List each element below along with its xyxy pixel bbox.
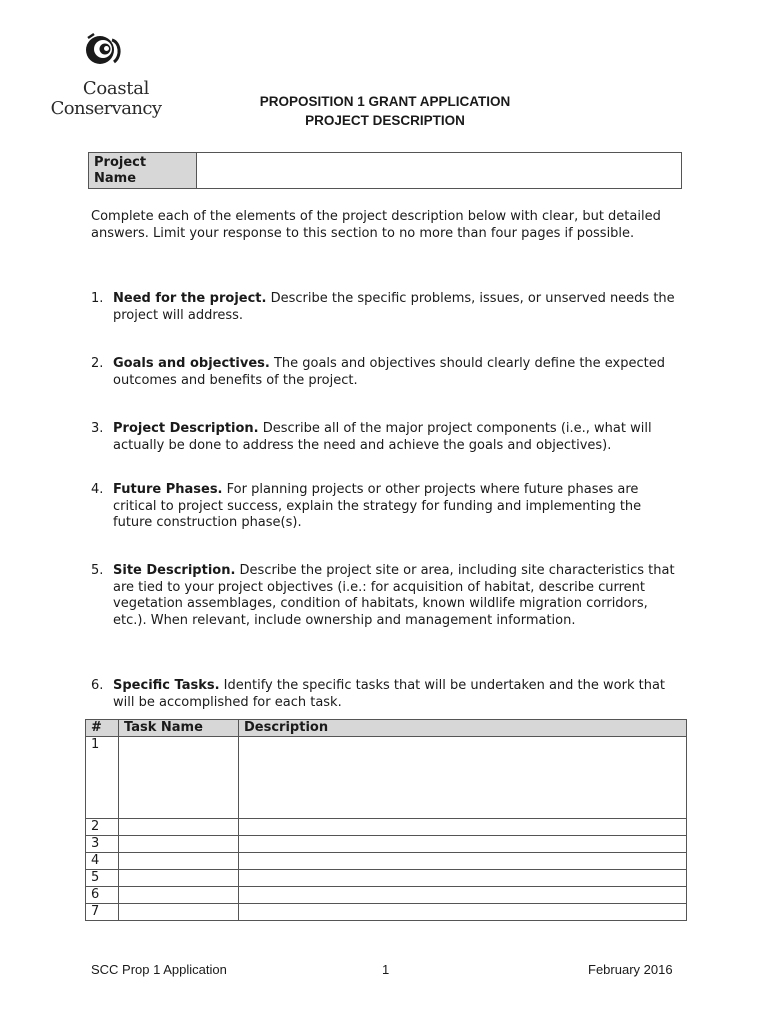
list-item-text: Describe the project site or area, including site characteristics that are tied to your project objectives (i.e.: for acquisition of habitat, describe current vegetation assemblages, condition of habitats, known wildlife migration corridors, etc.). When relevant, include ownership and management information. bbox=[113, 563, 675, 628]
task-number-cell: 6 bbox=[86, 887, 119, 904]
list-item-number: 1. bbox=[91, 291, 104, 306]
list-item-text: The goals and objectives should clearly define the expected outcomes and benefits of the project. bbox=[113, 356, 665, 388]
table-row bbox=[86, 836, 687, 853]
task-number-cell: 4 bbox=[86, 853, 119, 870]
task-name-cell[interactable] bbox=[119, 836, 239, 853]
task-description-cell[interactable] bbox=[239, 887, 687, 904]
task-name-cell[interactable] bbox=[119, 853, 239, 870]
list-item-text: Describe the specific problems, issues, or unserved needs the project will address. bbox=[113, 291, 675, 323]
list-item-text: Identify the specific tasks that will be undertaken and the work that will be accomplished for each task. bbox=[113, 678, 666, 710]
task-description-cell[interactable] bbox=[239, 870, 687, 887]
list-item-text: Describe all of the major project components (i.e., what will actually be done to address the need and achieve the goals and objectives). bbox=[113, 421, 652, 453]
list-item-heading: Goals and objectives. bbox=[113, 356, 270, 371]
list-item-number: 2. bbox=[91, 356, 104, 371]
list-item-heading: Project Description. bbox=[113, 421, 259, 436]
table-row bbox=[86, 853, 687, 870]
document-subtitle: PROJECT DESCRIPTION bbox=[305, 113, 465, 128]
task-number-cell: 1 bbox=[86, 737, 119, 819]
coastal-conservancy-logo bbox=[50, 32, 162, 122]
list-item-heading: Future Phases. bbox=[113, 482, 223, 497]
tasks-table bbox=[85, 719, 687, 921]
list-item-heading: Site Description. bbox=[113, 563, 236, 578]
list-item-number: 6. bbox=[91, 678, 104, 693]
footer-date: February 2016 bbox=[588, 962, 673, 977]
task-description-cell[interactable] bbox=[239, 819, 687, 836]
task-number-cell: 5 bbox=[86, 870, 119, 887]
project-name-field[interactable] bbox=[197, 153, 682, 189]
list-item-text: For planning projects or other projects where future phases are critical to project success, explain the strategy for funding and implementing the future construction phase(s). bbox=[113, 482, 642, 531]
task-description-cell[interactable] bbox=[239, 836, 687, 853]
task-description-cell[interactable] bbox=[239, 737, 687, 819]
list-item-specific-tasks bbox=[91, 678, 681, 711]
list-item-goals bbox=[91, 356, 681, 389]
logo-text-coastal: Coastal bbox=[82, 78, 150, 99]
intro-paragraph: Complete each of the elements of the project description below with clear, but detailed answers. Limit your response to this section to no more than four pages if possible. bbox=[91, 209, 661, 241]
list-item-number: 3. bbox=[91, 421, 104, 436]
project-name-table bbox=[88, 152, 682, 189]
task-description-cell[interactable] bbox=[239, 853, 687, 870]
task-number-cell: 2 bbox=[86, 819, 119, 836]
project-name-label-line2: Name bbox=[94, 170, 137, 186]
task-description-cell[interactable] bbox=[239, 904, 687, 921]
project-name-label-line1: Project bbox=[94, 154, 147, 170]
footer-left-text: SCC Prop 1 Application bbox=[91, 962, 227, 977]
task-name-cell[interactable] bbox=[119, 819, 239, 836]
table-row bbox=[86, 819, 687, 836]
task-name-cell[interactable] bbox=[119, 737, 239, 819]
list-item-number: 4. bbox=[91, 482, 104, 497]
task-number-cell: 3 bbox=[86, 836, 119, 853]
list-item-need bbox=[91, 291, 681, 324]
wave-logo-icon bbox=[84, 32, 124, 74]
table-row bbox=[86, 887, 687, 904]
footer-page-number: 1 bbox=[382, 962, 390, 977]
column-header-description: Description bbox=[239, 720, 687, 737]
tasks-table-header bbox=[86, 720, 687, 737]
list-item-heading: Specific Tasks. bbox=[113, 678, 220, 693]
task-name-cell[interactable] bbox=[119, 870, 239, 887]
column-header-number: # bbox=[86, 720, 119, 737]
list-item-project-description bbox=[91, 421, 681, 454]
table-row bbox=[86, 870, 687, 887]
list-item-site-description bbox=[91, 563, 681, 629]
document-title: PROPOSITION 1 GRANT APPLICATION bbox=[259, 94, 511, 109]
table-row bbox=[86, 737, 687, 819]
task-number-cell: 7 bbox=[86, 904, 119, 921]
list-item-number: 5. bbox=[91, 563, 104, 578]
project-name-label bbox=[89, 153, 197, 189]
logo-text-conservancy: Conservancy bbox=[50, 98, 162, 119]
task-name-cell[interactable] bbox=[119, 887, 239, 904]
list-item-future-phases bbox=[91, 482, 681, 532]
list-item-heading: Need for the project. bbox=[113, 291, 267, 306]
table-row bbox=[86, 904, 687, 921]
task-name-cell[interactable] bbox=[119, 904, 239, 921]
column-header-task-name: Task Name bbox=[119, 720, 239, 737]
